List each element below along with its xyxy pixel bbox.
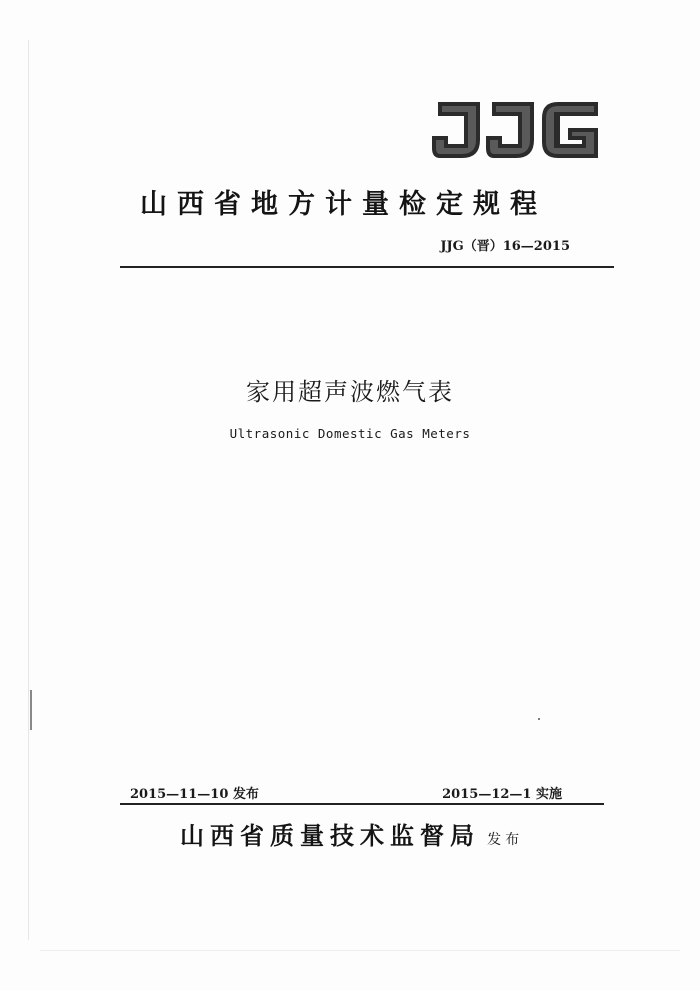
issuer-name: 山西省质量技术监督局	[180, 822, 480, 850]
jjg-logo-icon	[430, 96, 602, 164]
effective-date: 2015—12—1 实施	[442, 787, 562, 802]
scan-edge-left	[28, 40, 29, 940]
document-title-zh: 家用超声波燃气表	[246, 378, 454, 406]
footer-divider	[120, 803, 604, 805]
regulation-series-title: 山西省地方计量检定规程	[140, 189, 547, 220]
issue-date: 2015—11—10 发布	[130, 787, 259, 802]
document-title-en: Ultrasonic Domestic Gas Meters	[229, 426, 471, 441]
header-divider	[120, 266, 614, 268]
issuer-suffix: 发布	[487, 832, 524, 848]
issuer-line	[180, 816, 523, 851]
scan-speck	[538, 718, 540, 720]
scan-edge-bottom	[40, 950, 680, 951]
standard-code: JJG（晋）16—2015	[440, 239, 570, 254]
scan-mark	[30, 690, 32, 730]
